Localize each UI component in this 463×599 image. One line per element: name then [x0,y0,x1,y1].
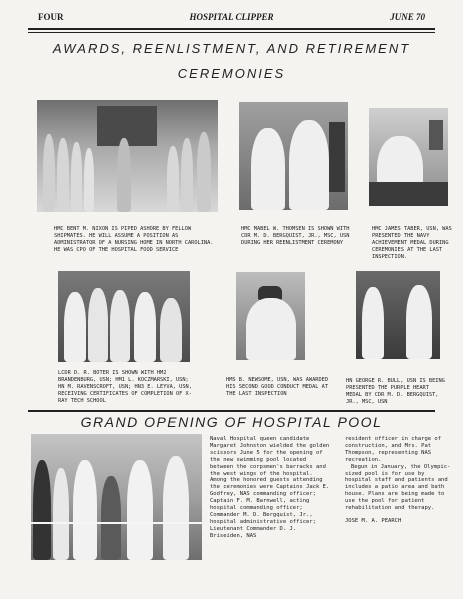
section-title-pool: GRAND OPENING OF HOSPITAL POOL [80,414,383,430]
caption-piped-ashore: HMC BENT M. NIXON IS PIPED ASHORE BY FELLOW SHIPMATES. HE WILL ASSUME A POSITION AS ADMINISTRATOR OF A NURSING HOME IN NORTH CAROLINA. HE WAS CPO OF THE HOSPITAL FOOD SERVICE [54,226,214,253]
photo-purple-heart [356,271,440,359]
article-column-2 [345,436,452,525]
article-byline: JOSE M. A. PEARCH [345,517,402,524]
photo-xray-certificates [58,271,190,362]
publication-name: HOSPITAL CLIPPER [189,12,274,22]
photo-reenlistment [239,102,348,210]
article-paragraph: resident officer in charge of construction, and Mrs. Pat Thompson, representing NAS recreation. [345,436,442,463]
article-paragraph: Begun in January, the Olympic-sized pool is for use by hospital staff and patients and includes a patio area and bath house. Plans are being made to use the pool for patient rehabilitation and therapy. [345,463,451,512]
article-paragraph: Naval Hospital queen candidate Margaret Johnston wielded the golden scissors June 5 for the opening of the new swimming pool located between the corpsmen's barracks and the west wings of the hospital. Among the honored guests attending the ceremonies were Captains Jack E. Godfrey, NAS commanding officer; Captain F. M. Barnwell, acting hospital commanding officer; Commander M. D. Bergquist, Jr., hospital administrative officer; Lieutenant Commander D. J. Briseiden, NAS [210,436,330,539]
caption-reenlistment: HMC MABEL W. THOMSEN IS SHOWN WITH CDR M. D. BERGQUIST, JR., MSC, USN DURING HER REENLISTMENT CEREMONY [241,226,350,246]
section-rule [28,410,435,412]
issue-date: JUNE 70 [390,12,425,22]
photo-achievement-medal [369,108,448,206]
header-rule-thin [28,32,435,33]
section-title-awards: AWARDS, REENLISTMENT, AND RETIREMENT [52,41,411,56]
caption-achievement-medal: HMC JAMES TABER, USN, WAS PRESENTED THE NAVY ACHIEVEMENT MEDAL DURING CEREMONIES AT THE LAST INSPECTION. [372,226,452,260]
article-column-1 [210,436,330,540]
header-rule [28,28,435,30]
page-number: FOUR [38,12,64,22]
page-header [28,12,435,26]
section-title-ceremonies: CEREMONIES [177,66,286,81]
caption-purple-heart: HN GEORGE R. BULL, USN IS BEING PRESENTED THE PURPLE HEART MEDAL BY CDR M. D. BERGQUIST, JR., MSC, USN [346,378,445,405]
photo-piped-ashore [37,100,218,212]
caption-good-conduct: HMS B. NEWSOME, USN, WAS AWARDED HIS SECOND GOOD CONDUCT MEDAL AT THE LAST INSPECTION [226,377,329,397]
caption-xray-certificates: LCDR D. R. BOTER IS SHOWN WITH HM2 BRANDENBURG, USN; HM1 L. KOCZMARSKI, USN; HN M. RAVENSCROFT, USN; HN3 E. LEYVA, USN, RECEIVING CERTIFICATES OF COMPLETION OF X-RAY TECH SCHOOL [58,370,192,404]
photo-ribbon-cutting [31,434,202,560]
photo-good-conduct [236,272,305,360]
